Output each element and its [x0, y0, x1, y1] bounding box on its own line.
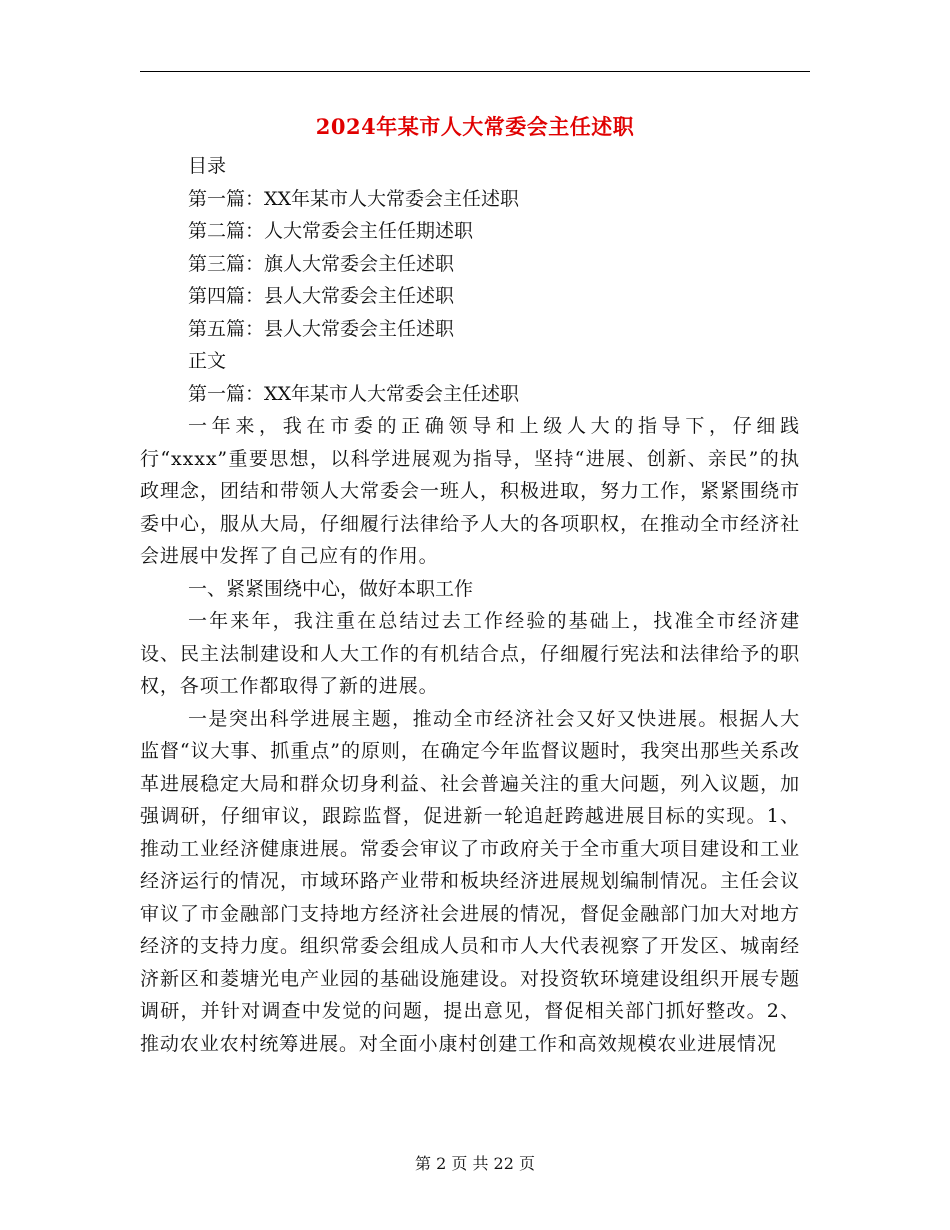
chapter-title: 第一篇：XX年某市人大常委会主任述职 [188, 382, 520, 405]
toc-item-4: 第四篇：县人大常委会主任述职 [188, 285, 455, 307]
page-number-footer: 第 2 页 共 22 页 [415, 1154, 535, 1173]
section-heading: 一、紧紧围绕中心，做好本职工作 [188, 577, 474, 600]
toc-item-2: 第二篇：人大常委会主任任期述职 [188, 220, 474, 242]
paragraph-summary: 一年来年，我注重在总结过去工作经验的基础上，找准全市经济建设、民主法制建设和人大工作的有机结合点，仔细履行宪法和法律给予的职权，各项工作都取得了新的进展。 [140, 610, 800, 697]
document-title: 2024年某市人大常委会主任述职 [315, 114, 635, 139]
paragraph-intro: 一年来，我在市委的正确领导和上级人大的指导下，仔细践行“xxxx”重要思想，以科学进展观为指导，坚持“进展、创新、亲民”的执政理念，团结和带领人大常委会一班人，积极进取，努力工作，紧紧围绕市委中心，服从大局，仔细履行法律给予人大的各项职权，在推动全市经济社会进展中发挥了自己应有的作用。 [140, 415, 800, 567]
header-rule [140, 71, 810, 72]
toc-item-1: 第一篇：XX年某市人大常委会主任述职 [188, 187, 520, 210]
body-heading: 正文 [188, 350, 227, 372]
toc-heading: 目录 [188, 155, 227, 177]
paragraph-details: 一是突出科学进展主题，推动全市经济社会又好又快进展。根据人大监督“议大事、抓重点”的原则，在确定今年监督议题时，我突出那些关系改革进展稳定大局和群众切身利益、社会普遍关注的重大问题，列入议题，加强调研，仔细审议，跟踪监督，促进新一轮追赶跨越进展目标的实现。1、推动工业经济健康进展。常委会审议了市政府关于全市重大项目建设和工业经济运行的情况，市域环路产业带和板块经济进展规划编制情况。主任会议审议了市金融部门支持地方经济社会进展的情况，督促金融部门加大对地方经济的支持力度。组织常委会组成人员和市人大代表视察了开发区、城南经济新区和菱塘光电产业园的基础设施建设。对投资软环境建设组织开展专题调研，并针对调查中发觉的问题，提出意见，督促相关部门抓好整改。2、推动农业农村统筹进展。对全面小康村创建工作和高效规模农业进展情况 [140, 707, 800, 1055]
toc-item-3: 第三篇：旗人大常委会主任述职 [188, 252, 455, 275]
document-body [140, 150, 800, 1060]
toc-item-5: 第五篇：县人大常委会主任述职 [188, 317, 455, 340]
